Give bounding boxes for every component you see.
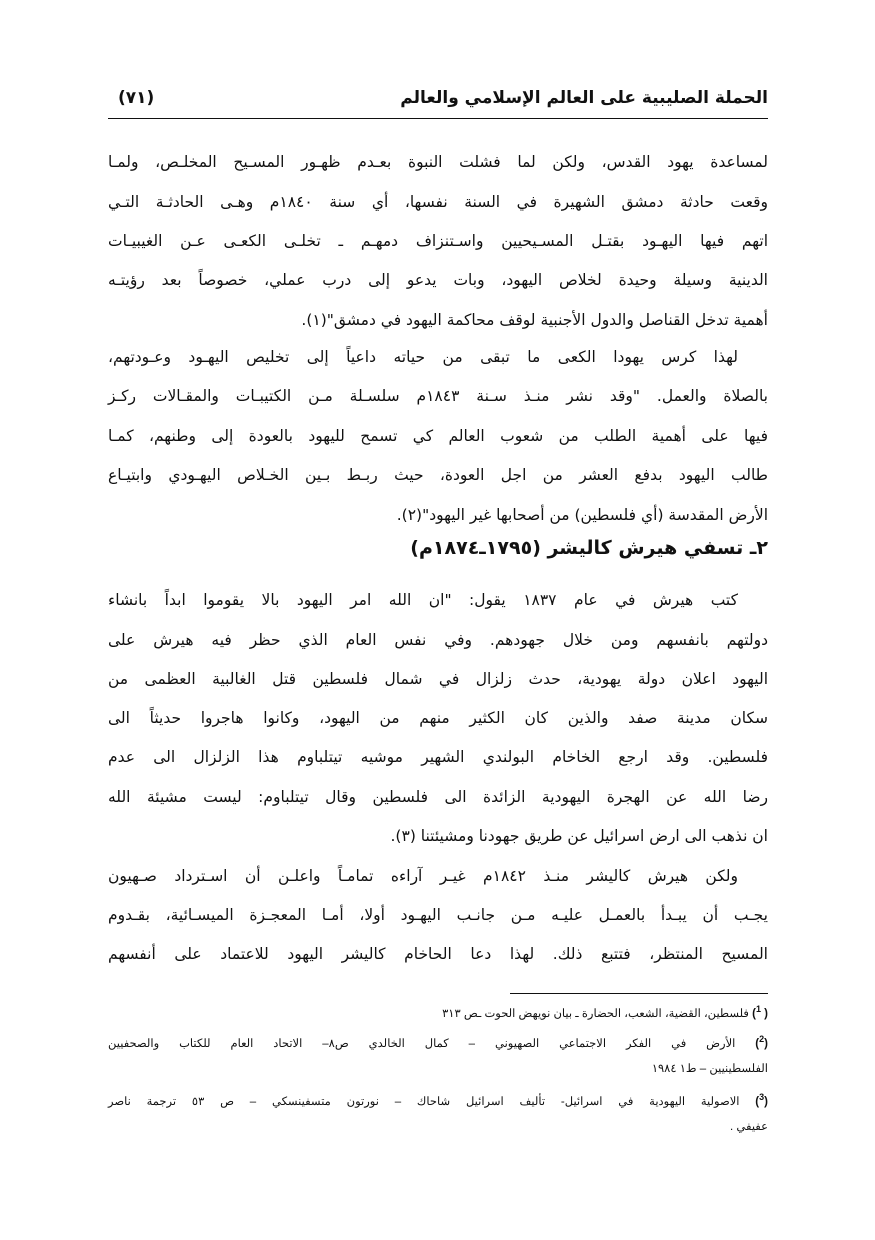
paragraph-line: طالب اليهود بدفع العشر من اجل العودة، حيث ربـط بـين الخـلاص اليهـودي وابتيـاع xyxy=(108,466,768,484)
footnote-3-cont: عفيفي . xyxy=(730,1121,768,1133)
paragraph-line: ان نذهب الى ارض اسرائيل عن طريق جهودنا ومشيئتنا (٣). xyxy=(390,827,768,845)
footnote-marker: 2 xyxy=(759,1034,765,1044)
paragraph-line: فلسطين. وقد ارجع الخاخام البولندي الشهير موشيه تيتلباوم هذا الزلزال الى عدم xyxy=(108,748,768,766)
footnote-2: ($^2$) الأرض في الفكر الاجتماعي الصهيوني – كمال الخالدي ص٨– الاتحاد العام للكتاب والصحفيين xyxy=(108,1034,768,1050)
footnote-text: الاصولية اليهودية في اسرائيل- تأليف اسرائيل شاحاك – نورتون متسفينسكي – ص ٥٣ ترجمة ناصر xyxy=(108,1095,740,1108)
paragraph-line: دولتهم بانفسهم ومن خلال جهودهم. وفي نفس العام الذي حظر فيه هيرش على xyxy=(108,631,768,649)
footnote-2-cont: الفلسطينيين – ط١ ١٩٨٤ xyxy=(651,1063,768,1075)
paragraph-line: سكان مدينة صفد والذين كان الكثير منهم من اليهود، وكانوا هاجروا حديثاً الى xyxy=(108,709,768,727)
paragraph-line: ولكن هيرش كاليشر منـذ ١٨٤٢م غيـر آراءه تمامـاً واعلـن أن اسـترداد صـهيون xyxy=(108,867,739,885)
paragraph-line: وقعت حادثة دمشق الشهيرة في السنة نفسها، أي سنة ١٨٤٠م وهـى الحادثـة التـي xyxy=(108,193,768,211)
paragraph-line: اتهم فيها اليهـود بقتـل المسـيحيين واسـتنزاف دمهـم ـ تخلـى الكعـى عـن الغيبيـات xyxy=(108,232,768,250)
header-rule xyxy=(108,118,768,119)
page-number: (٧١) xyxy=(118,88,155,108)
section-heading: ٢ـ تسفي هيرش كاليشر (١٧٩٥ـ١٨٧٤م) xyxy=(410,537,768,559)
paragraph-line: أهمية تدخل القناصل والدول الأجنبية لوقف محاكمة اليهود في دمشق"(١). xyxy=(301,311,768,329)
running-header-title: الحملة الصليبية على العالم الإسلامي والعالم xyxy=(400,88,768,108)
paragraph-line: اليهود اعلان دولة يهودية، حدث زلزال في شمال فلسطين قتل الغالبية العظمى من xyxy=(108,670,768,688)
footnote-3: ($^3$) الاصولية اليهودية في اسرائيل- تأليف اسرائيل شاحاك – نورتون متسفينسكي – ص ٥٣ ترجمة ناصر xyxy=(108,1092,768,1108)
footnote-1: ( $^1$) فلسطين، القضية، الشعب، الحضارة ـ بيان نويهض الحوت ـص ٣١٣ xyxy=(442,1004,768,1020)
paragraph-line: يجـب أن يبـدأ بالعمـل عليـه مـن جانـب اليهـود أولا، أمـا المعجـزة الميسـائية، بقـدوم xyxy=(108,906,768,924)
paragraph-line: فيها على أهمية الطلب من شعوب العالم كي تسمح لليهود بالعودة إلى وطنهم، كمـا xyxy=(108,427,768,445)
paragraph-line: الأرض المقدسة (أي فلسطين) من أصحابها غير اليهود"(٢). xyxy=(396,506,768,524)
paragraph-line: كتب هيرش في عام ١٨٣٧ يقول: "ان الله امر اليهود بالا يقوموا ابداً بانشاء xyxy=(108,591,738,609)
paragraph-line: رضا الله عن الهجرة اليهودية الزائدة الى فلسطين وقال تيتلباوم: ليست مشيئة الله xyxy=(108,788,768,806)
paragraph-line: لمساعدة يهود القدس، ولكن لما فشلت النبوة بعـدم ظهـور المسـيح المخلـص، ولمـا xyxy=(108,153,768,171)
paragraph-line: الدينية وسيلة وحيدة لخلاص اليهود، وبات يدعو إلى درب عملي، خصوصاً بعد رؤيتـه xyxy=(108,271,768,289)
footnote-marker: 1 xyxy=(755,1004,761,1014)
footnote-separator xyxy=(510,993,768,994)
paragraph-line: المسيح المنتظر، فتتبع ذلك. لهذا دعا الحاخام كاليشر اليهود للاعتماد على أنفسهم xyxy=(108,945,768,963)
paragraph-line: بالصلاة والعمل. "وقد نشر منـذ سـنة ١٨٤٣م سلسـلة مـن الكتيبـات والمقـالات ركـز xyxy=(108,387,768,405)
paragraph-line: لهذا كرس يهودا الكعى ما تبقى من حياته داعياً إلى تخليص اليهـود وعـودتهم، xyxy=(108,348,738,366)
footnote-text: فلسطين، القضية، الشعب، الحضارة ـ بيان نويهض الحوت ـص ٣١٣ xyxy=(442,1007,749,1020)
footnote-text: الأرض في الفكر الاجتماعي الصهيوني – كمال الخالدي ص٨– الاتحاد العام للكتاب والصحفيين xyxy=(108,1037,736,1050)
footnote-marker: 3 xyxy=(759,1092,765,1102)
